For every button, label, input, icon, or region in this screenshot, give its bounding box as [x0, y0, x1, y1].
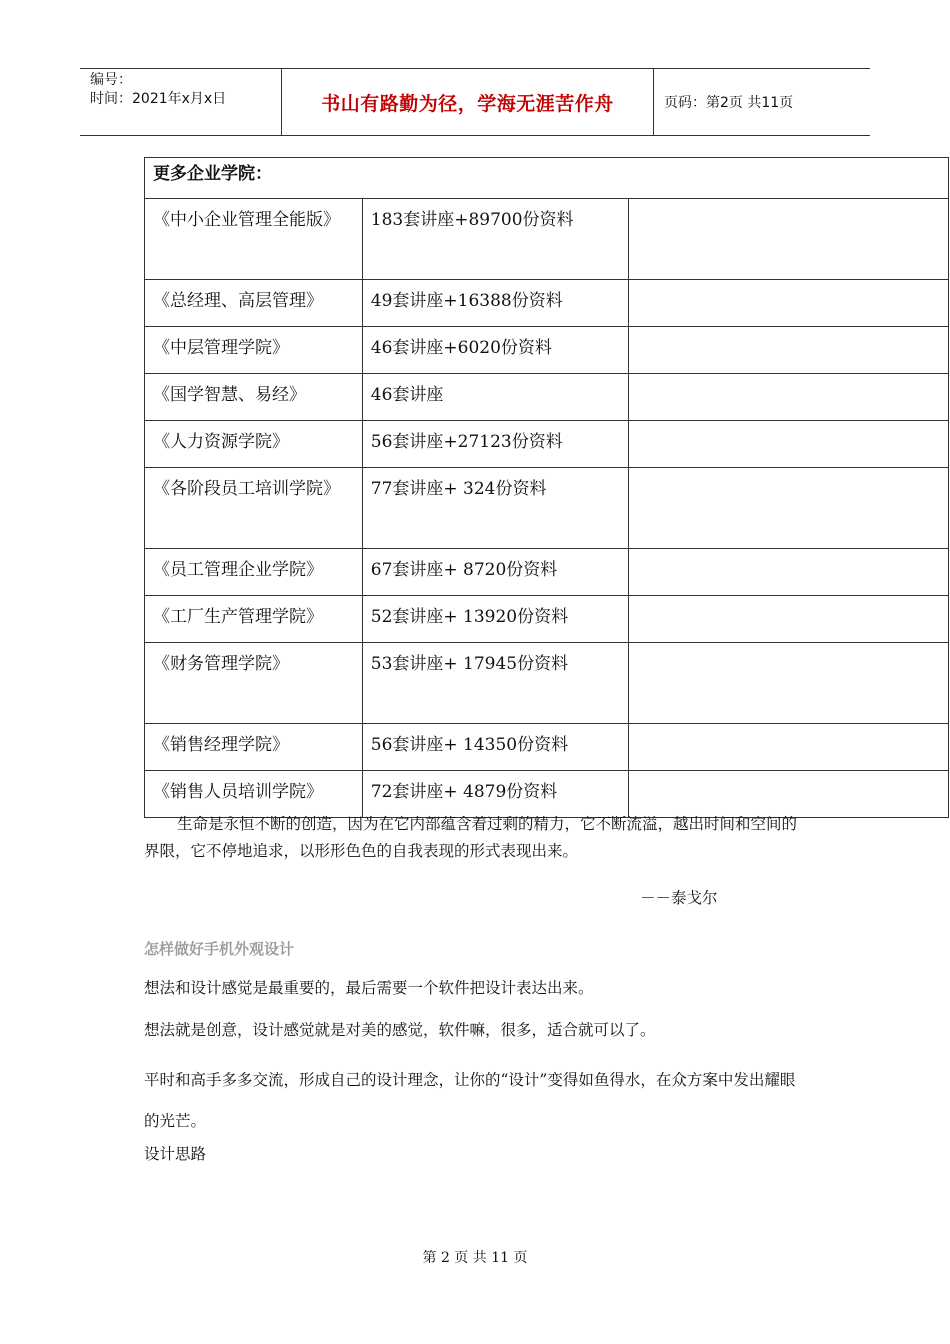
course-content: 56套讲座+ 14350份资料 — [362, 724, 628, 771]
article-paragraph: 平时和高手多多交流，形成自己的设计理念，让你的“设计”变得如鱼得水，在众方案中发出耀眼的光芒。 — [144, 1071, 796, 1130]
course-name: 《工厂生产管理学院》 — [145, 596, 363, 643]
article-title: 怎样做好手机外观设计 — [144, 940, 295, 958]
table-title: 更多企业学院： — [145, 158, 949, 199]
table-row — [145, 421, 949, 468]
course-content: 53套讲座+ 17945份资料 — [362, 643, 628, 724]
course-content: 52套讲座+ 13920份资料 — [362, 596, 628, 643]
table-row — [145, 468, 949, 549]
course-name: 《中层管理学院》 — [145, 327, 363, 374]
empty-cell — [628, 596, 948, 643]
course-name: 《国学智慧、易经》 — [145, 374, 363, 421]
number-label: 编号： — [90, 72, 132, 88]
empty-cell — [628, 374, 948, 421]
article-paragraph: 想法就是创意，设计感觉就是对美的感觉，软件嘛，很多，适合就可以了。 — [144, 1021, 656, 1039]
course-content: 46套讲座 — [362, 374, 628, 421]
table-row — [145, 374, 949, 421]
header-page-info: 页码：第2页 共11页 — [664, 95, 794, 111]
course-name: 《总经理、高层管理》 — [145, 280, 363, 327]
course-content: 49套讲座+16388份资料 — [362, 280, 628, 327]
quote-text: 生命是永恒不断的创造，因为在它内部蕴含着过剩的精力，它不断流溢，越出时间和空间的界限，它不停地追求，以形形色色的自我表现的形式表现出来。 — [144, 815, 798, 860]
table-row — [145, 280, 949, 327]
course-name: 《各阶段员工培训学院》 — [145, 468, 363, 549]
course-name: 《销售人员培训学院》 — [145, 771, 363, 818]
table-title-row — [145, 158, 949, 199]
course-content: 183套讲座+89700份资料 — [362, 199, 628, 280]
courses-table — [144, 157, 949, 818]
empty-cell — [628, 724, 948, 771]
article-paragraph: 设计思路 — [144, 1145, 207, 1163]
course-name: 《财务管理学院》 — [145, 643, 363, 724]
page-footer: 第 2 页 共 11 页 — [422, 1250, 528, 1266]
empty-cell — [628, 199, 948, 280]
course-name: 《中小企业管理全能版》 — [145, 199, 363, 280]
empty-cell — [628, 549, 948, 596]
course-content: 56套讲座+27123份资料 — [362, 421, 628, 468]
table-row — [145, 327, 949, 374]
table-row — [145, 724, 949, 771]
course-name: 《人力资源学院》 — [145, 421, 363, 468]
quote-author: －－泰戈尔 — [640, 889, 718, 907]
empty-cell — [628, 280, 948, 327]
page-header — [80, 68, 870, 136]
empty-cell — [628, 468, 948, 549]
header-motto: 书山有路勤为径，学海无涯苦作舟 — [282, 69, 654, 135]
table-row — [145, 549, 949, 596]
empty-cell — [628, 327, 948, 374]
course-name: 《员工管理企业学院》 — [145, 549, 363, 596]
course-content: 46套讲座+6020份资料 — [362, 327, 628, 374]
course-content: 67套讲座+ 8720份资料 — [362, 549, 628, 596]
course-name: 《销售经理学院》 — [145, 724, 363, 771]
table-row — [145, 596, 949, 643]
course-content: 72套讲座+ 4879份资料 — [362, 771, 628, 818]
empty-cell — [628, 421, 948, 468]
course-content: 77套讲座+ 324份资料 — [362, 468, 628, 549]
table-row — [145, 199, 949, 280]
date-label: 时间：2021年x月x日 — [90, 91, 227, 107]
empty-cell — [628, 643, 948, 724]
article-paragraph: 想法和设计感觉是最重要的，最后需要一个软件把设计表达出来。 — [144, 979, 594, 997]
header-meta — [80, 69, 282, 135]
table-row — [145, 643, 949, 724]
